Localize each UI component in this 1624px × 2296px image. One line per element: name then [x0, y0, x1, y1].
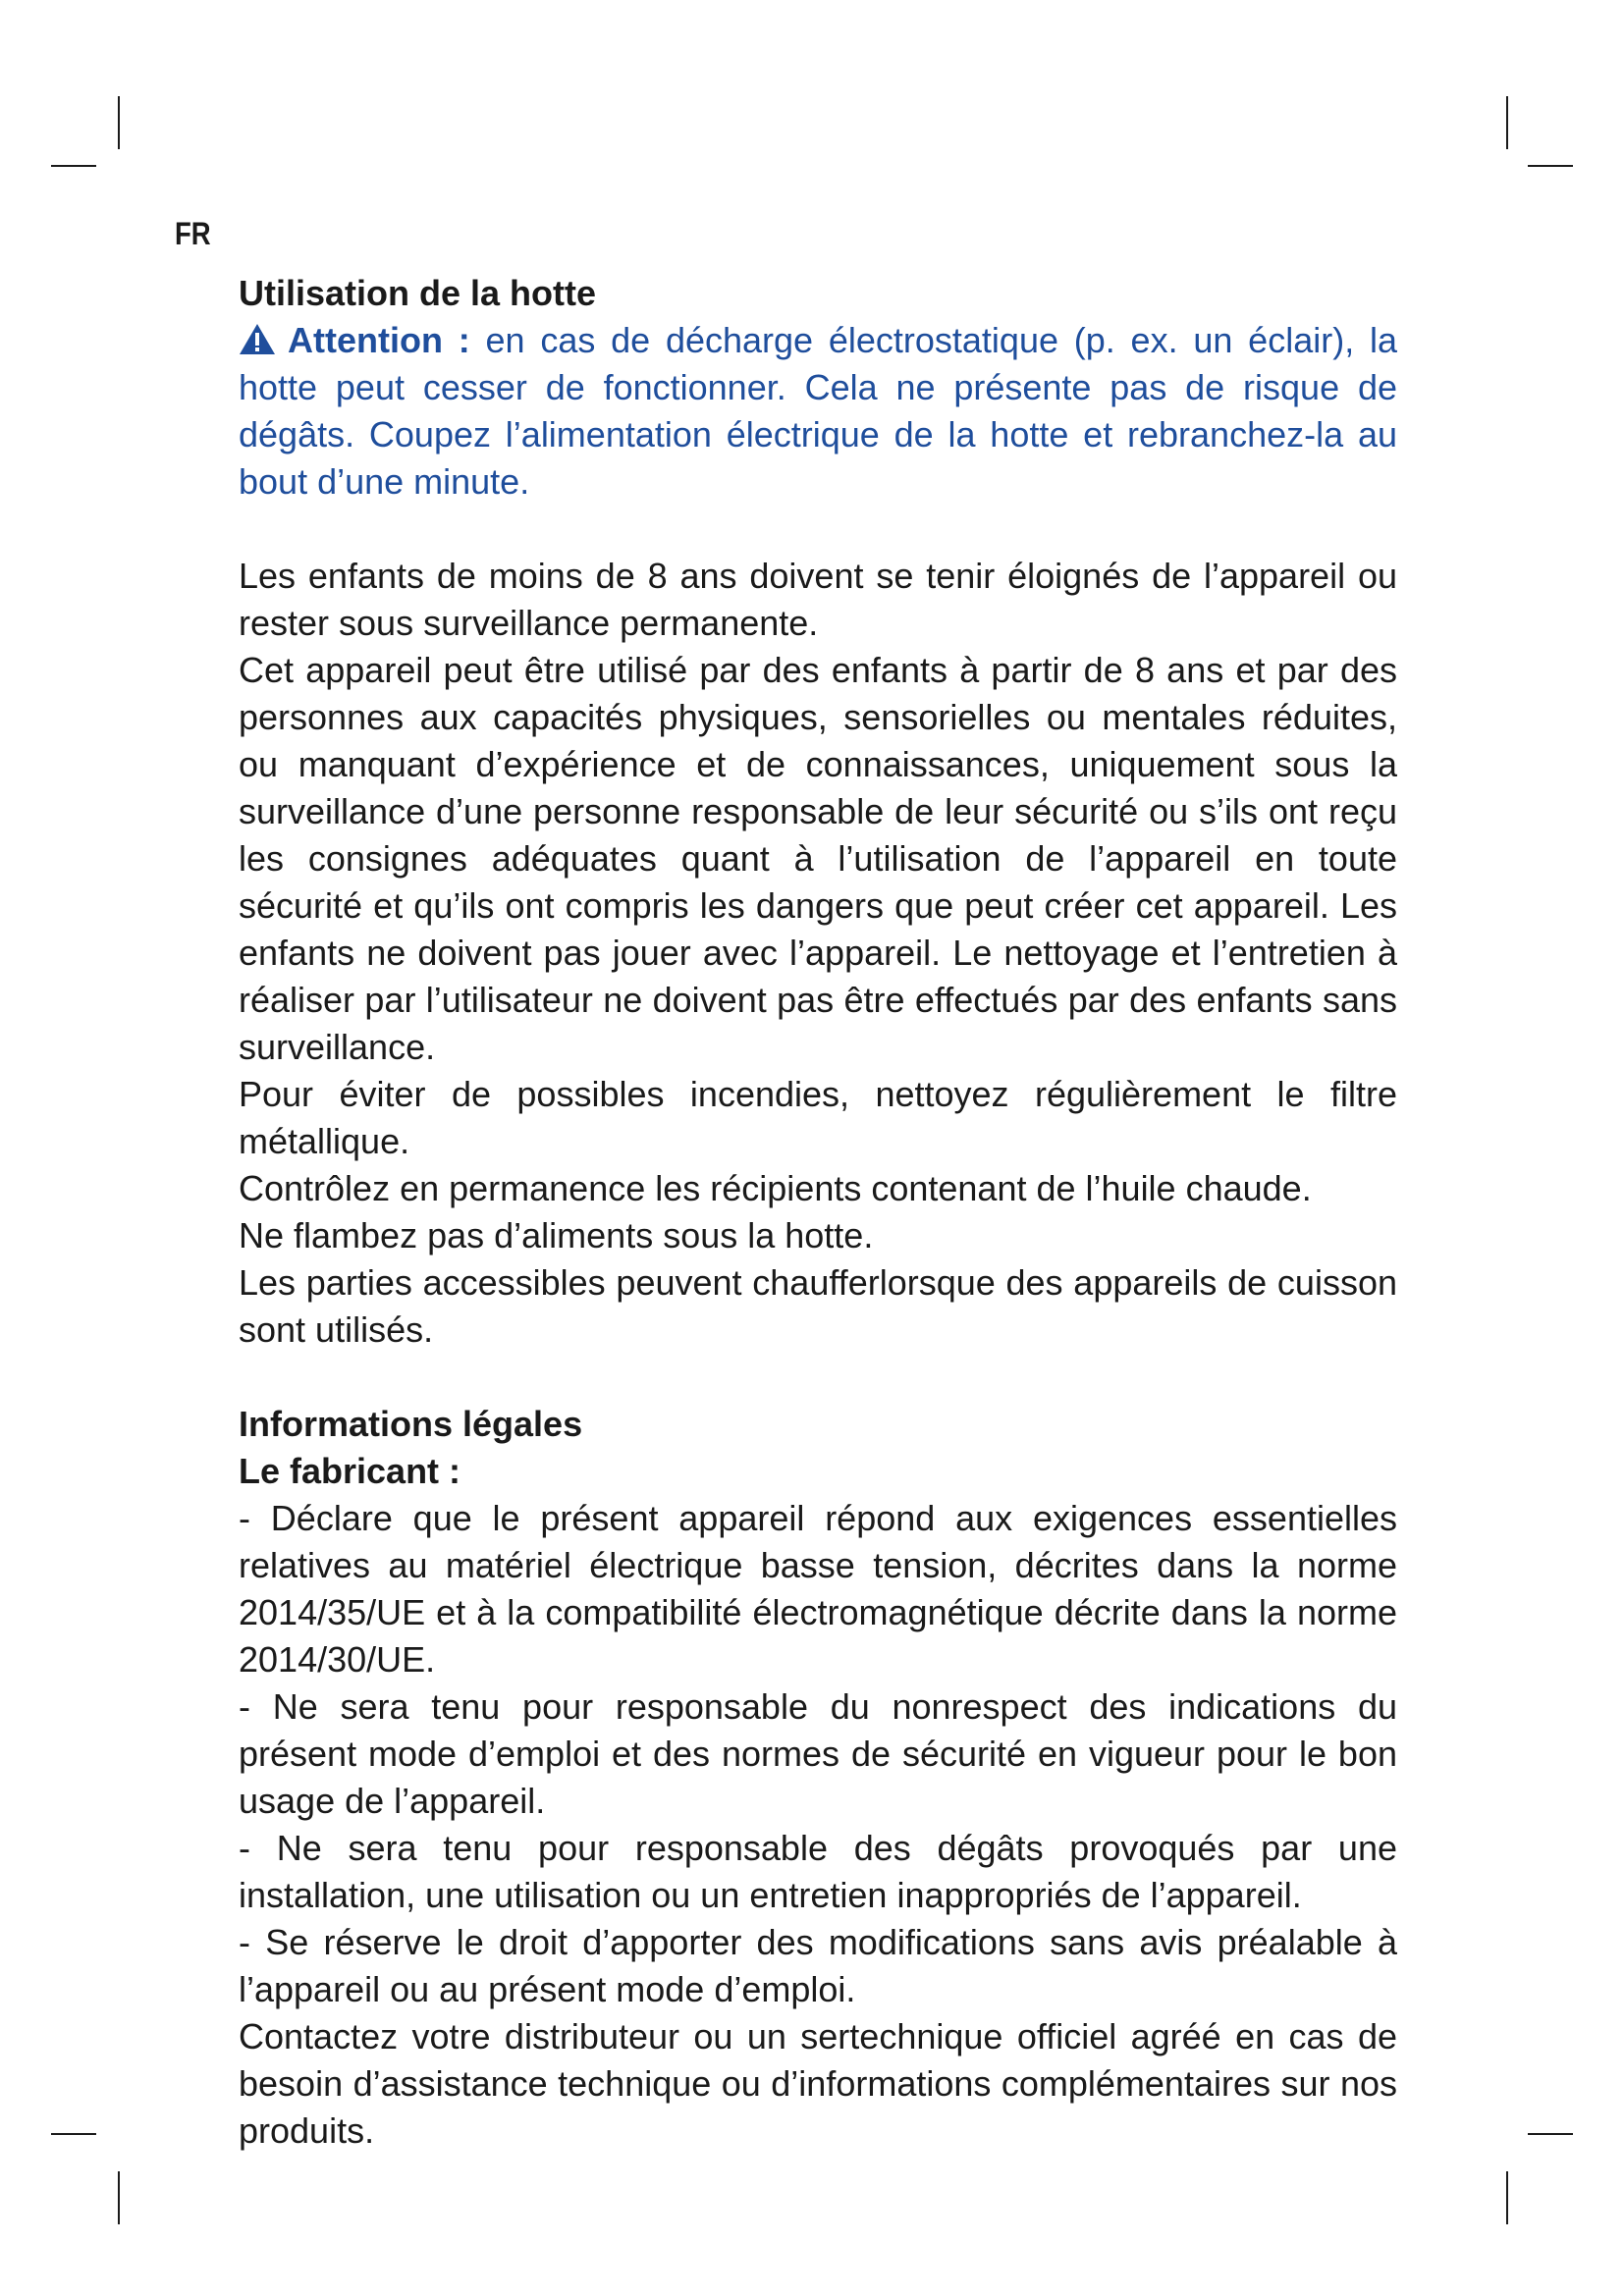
paragraph-children-age: Les enfants de moins de 8 ans doivent se tenir éloignés de l’appareil ou rester sous surveillance permanente.: [239, 556, 1397, 643]
paragraph-no-flambe: Ne flambez pas d’aliments sous la hotte.: [239, 1215, 874, 1255]
attention-warning: [239, 317, 1397, 506]
paragraph-hot-oil: Contrôlez en permanence les récipients contenant de l’huile chaude.: [239, 1168, 1312, 1208]
legal-item-modifications: - Se réserve le droit d’apporter des modifications sans avis préalable à l’appareil ou au présent mode d’emploi.: [239, 1922, 1397, 2009]
section-heading-usage: Utilisation de la hotte: [239, 273, 597, 313]
crop-mark-bottom-right-vertical: [1506, 2171, 1508, 2224]
crop-mark-bottom-right-horizontal: [1528, 2133, 1573, 2135]
paragraph-filter-cleaning: Pour éviter de possibles incendies, nettoyez régulièrement le filtre métallique.: [239, 1074, 1397, 1161]
crop-mark-top-right-horizontal: [1528, 165, 1573, 167]
closing-contact: Contactez votre distributeur ou un sertechnique officiel agréé en cas de besoin d’assistance technique ou d’informations complémentaires sur nos produits.: [239, 2016, 1397, 2151]
document-body: [239, 270, 1397, 2155]
paragraph-hot-parts: Les parties accessibles peuvent chaufferlorsque des appareils de cuisson sont utilisés.: [239, 1262, 1397, 1350]
section-heading-legal: Informations légales: [239, 1404, 583, 1444]
legal-item-damage: - Ne sera tenu pour responsable des dégâts provoqués par une installation, une utilisation ou un entretien inappropriés de l’appareil.: [239, 1828, 1397, 1915]
paragraph-usage-restrictions: Cet appareil peut être utilisé par des enfants à partir de 8 ans et par des personnes aux capacités physiques, sensorielles ou mentales réduites, ou manquant d’expérience et de connaissances, uniquement sous la surveillance d’une personne responsable de leur sécurité ou s’ils ont reçu les consignes adéquates quant à l’utilisation de l’appareil en toute sécurité et qu’ils ont compris les dangers que peut créer cet appareil. Les enfants ne doivent pas jouer avec l’appareil. Le nettoyage et l’entretien à réaliser par l’utilisateur ne doivent pas être effectués par des enfants sans surveillance.: [239, 650, 1397, 1067]
spacer: [239, 506, 1397, 553]
crop-mark-bottom-left-horizontal: [51, 2133, 96, 2135]
crop-mark-top-left-vertical: [118, 96, 120, 149]
warning-triangle-icon: [239, 323, 276, 355]
attention-text: en cas de décharge électrostatique (p. ex. un éclair), la hotte peut cesser de fonctionner. Cela ne présente pas de risque de dégâts. Coupez l’alimentation électrique de la hotte et rebranchez-la au bout d’une minute.: [239, 320, 1397, 502]
crop-mark-top-right-vertical: [1506, 96, 1508, 149]
subheading-manufacturer: Le fabricant :: [239, 1451, 461, 1491]
crop-mark-top-left-horizontal: [51, 165, 96, 167]
spacer: [239, 1354, 1397, 1401]
legal-item-noncompliance: - Ne sera tenu pour responsable du nonrespect des indications du présent mode d’emploi et des normes de sécurité en vigueur pour le bon usage de l’appareil.: [239, 1686, 1397, 1821]
attention-label: Attention :: [288, 320, 470, 360]
language-code: FR: [175, 216, 211, 251]
legal-item-conformity: - Déclare que le présent appareil répond aux exigences essentielles relatives au matériel électrique basse tension, décrites dans la norme 2014/35/UE et à la compatibilité électromagnétique décrite dans la norme 2014/30/UE.: [239, 1498, 1397, 1680]
crop-mark-bottom-left-vertical: [118, 2171, 120, 2224]
